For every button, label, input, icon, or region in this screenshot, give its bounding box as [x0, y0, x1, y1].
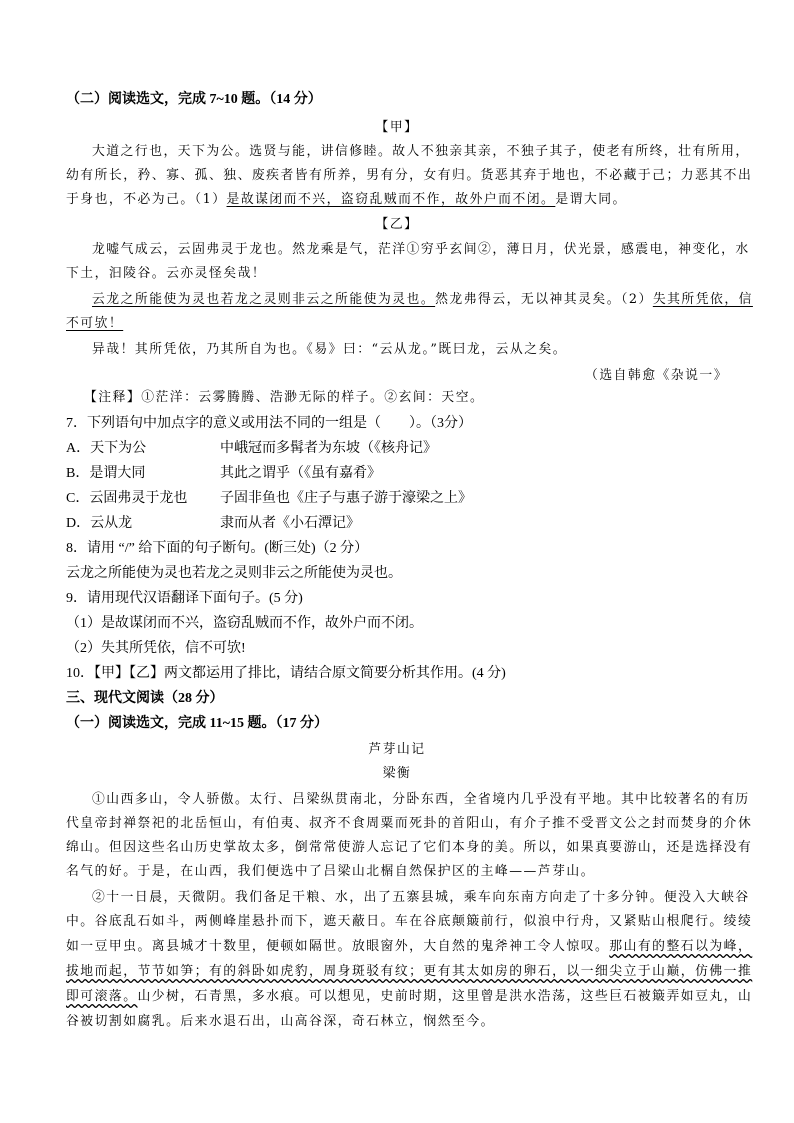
- q8-sentence: 云龙之所能使为灵也若龙之灵则非云之所能使为灵也。: [66, 566, 402, 581]
- paragraph-2-line-6: 谷被切割如腐乳。后来水退石出，山高谷深，奇石林立，悯然至今。: [66, 1014, 495, 1029]
- paragraph-1-line-2: 代皇帝封禅祭祀的北岳恒山，有伯夷、叔齐不食周粟而死卦的首阳山，有介子推不受晋文公之封而焚身的介休: [66, 816, 753, 831]
- yi-paragraph-line-5: 异哉！其所凭依，乃其所自为也。《易》曰：“云从龙。”既曰龙，云从之矣。: [92, 342, 568, 357]
- yi-paragraph-line-4: [66, 314, 728, 334]
- jia-paragraph-line-3: [66, 190, 728, 210]
- article-author: 梁衡: [382, 766, 412, 781]
- q9-item-2: （2）失其所凭依，信不可欤!: [66, 641, 246, 656]
- yi-text: 然龙弗得云，无以神其灵矣。（2）: [435, 292, 653, 307]
- q9-item-1: （1）是故谋闭而不兴，盗窃乱贼而不作，故外户而不闭。: [66, 616, 423, 631]
- section-heading: （二）阅读选文，完成 7~10 题。（14 分）: [66, 92, 322, 107]
- source-citation: （选自韩愈《杂说一》: [585, 368, 728, 383]
- underlined-sentence-1: 是故谋闭而不兴，盗窃乱贼而不作，故外户而不闭。: [226, 192, 556, 207]
- q7-option-b: [66, 464, 728, 484]
- paragraph-2-line-1: ②十一日晨，天微阴。我们备足干粮、水，出了五寨县城，乘车向东南方向走了十多分钟。便没入大峡谷: [92, 890, 750, 905]
- underlined-sentence-2: 云龙之所能使为灵也若龙之灵则非云之所能使为灵也。: [92, 292, 436, 307]
- annotation-notes: 【注释】①茫洋：云雾腾腾、浩渺无际的样子。②玄间：天空。: [84, 390, 485, 405]
- jia-text: 是谓大同。: [555, 192, 627, 207]
- question-7: 7．下列语句中加点字的意义或用法不同的一组是（ ）。（3分）: [66, 416, 472, 431]
- wavy-underlined-text: 那山有的整石以为峰，: [609, 939, 753, 954]
- question-9: 9．请用现代汉语翻译下面句子。(5 分): [66, 591, 303, 606]
- q7-option-d: [66, 514, 728, 534]
- paragraph-2-line-5: [66, 987, 753, 1007]
- section-3-heading: 三、现代文阅读（28 分）: [66, 691, 224, 706]
- option-label: B．是谓大同: [66, 466, 146, 481]
- yi-paragraph-line-2: 下土，汩陵谷。云亦灵怪矣哉！: [66, 266, 267, 281]
- wavy-underlined-text: 拔地而起，节节如笋；有的斜卧如虎豹，周身斑驳有纹；更有其太如房的卵石，以一细尖立于山巅，仿佛一推: [66, 964, 753, 979]
- paragraph-1-line-1: ①山西多山，令人骄傲。太行、吕梁纵贯南北，分卧东西，全省境内几乎没有平地。其中比较著名的有历: [92, 792, 750, 807]
- paragraph-1-line-4: 名气的好。于是，在山西，我们便选中了吕梁山北榍自然保护区的主峰——芦芽山。: [66, 864, 595, 879]
- option-text: 中峨冠而多髯者为东坡（《核舟记》: [220, 441, 437, 456]
- jia-label: 【甲】: [375, 120, 419, 135]
- question-10: 10．【甲】【乙】两文都运用了排比，请结合原文简要分析其作用。(4 分): [66, 666, 506, 681]
- paragraph-text: 如一豆甲虫。离县城才十数里，便顿如隔世。放眼窗外，大自然的鬼斧神工令人惊叹。: [66, 939, 610, 954]
- option-text: 其此之谓乎（《虽有嘉肴》: [220, 466, 381, 481]
- question-8: 8．请用 “/” 给下面的句子断句。(断三处)（2 分）: [66, 541, 369, 556]
- underlined-sentence-3-end: 不可欤！: [66, 316, 124, 331]
- paragraph-2-line-4: [66, 962, 753, 982]
- article-title: 芦芽山记: [368, 742, 426, 757]
- wavy-underlined-text: 即可滚落。: [66, 989, 138, 1004]
- underlined-sentence-3: 失其所凭依，信: [652, 292, 753, 307]
- option-label: D．云从龙: [66, 516, 133, 531]
- option-text: 隶而从者《小石潭记》: [220, 516, 360, 531]
- yi-label: 【乙】: [375, 217, 419, 232]
- option-label: A．天下为公: [66, 441, 147, 456]
- section-3-subheading: （一）阅读选文，完成 11~15 题。（17 分）: [66, 716, 329, 731]
- paragraph-2-line-3: [66, 937, 753, 957]
- jia-paragraph-line-1: 大道之行也，天下为公。选贤与能，讲信修睦。故人不独亲其亲，不独子其子，使老有所终，壮有所用，: [92, 144, 750, 159]
- q7-option-c: [66, 489, 728, 509]
- jia-paragraph-line-2: 幼有所长，矜、寡、孤、独、废疾者皆有所养，男有分，女有归。货恶其弃于地也，不必藏于己；力恶其不出: [66, 168, 753, 183]
- q7-option-a: [66, 439, 728, 459]
- paragraph-1-line-3: 绵山。但因这些名山历史掌故太多，倒常常使游人忘记了它们本身的美。所以，如果真要游山，还是选择没有: [66, 840, 753, 855]
- option-label: C．云固弗灵于龙也: [66, 491, 188, 506]
- paragraph-text: 山少树，石青黑，多水痕。可以想见，史前时期，这里曾是洪水浩荡，这些巨石被簸弄如豆丸，山: [137, 989, 753, 1004]
- jia-text: 于身也，不必为己。（1）: [66, 192, 227, 207]
- yi-paragraph-line-3: [66, 290, 753, 310]
- yi-paragraph-line-1: 龙嘘气成云，云固弗灵于龙也。然龙乘是气，茫洋①穷乎玄间②，薄日月，伏光景，感震电，神变化，水: [92, 242, 750, 257]
- option-text: 子固非鱼也《庄子与惠子游于濠梁之上》: [220, 491, 472, 506]
- paragraph-2-line-2: 中。谷底乱石如斗，两侧峰崖悬扑而下，遮天蔽日。车在谷底颠簸前行，似浪中行舟，又紧贴山根爬行。绫绫: [66, 914, 753, 929]
